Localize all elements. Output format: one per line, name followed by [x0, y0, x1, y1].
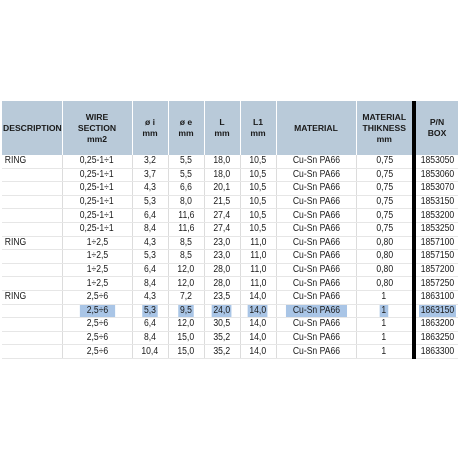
column-header-length: L mm [204, 101, 240, 155]
cell-description [2, 331, 62, 345]
cell-length-l1: 10,5 [240, 182, 276, 196]
column-header-inner-diameter: ø i mm [132, 101, 168, 155]
cell-wire-section: 0,25-1÷1 [62, 222, 132, 236]
cell-part-number-box: 1857200 [414, 263, 458, 277]
cell-material: Cu-Sn PA66 [276, 168, 356, 182]
table-row[interactable] [2, 250, 458, 264]
table-row[interactable] [2, 277, 458, 291]
cell-inner-diameter: 6,4 [132, 209, 168, 223]
cell-material-thickness: 1 [356, 304, 414, 318]
cell-description [2, 168, 62, 182]
cell-part-number-box: 1853150 [414, 195, 458, 209]
cell-wire-section: 2,5÷6 [62, 345, 132, 359]
cell-material: Cu-Sn PA66 [276, 195, 356, 209]
cell-outer-diameter: 12,0 [168, 277, 204, 291]
cell-material-thickness: 0,80 [356, 236, 414, 250]
cell-length: 23,0 [204, 236, 240, 250]
table-row[interactable] [2, 209, 458, 223]
table-body [2, 155, 458, 358]
cell-length: 27,4 [204, 222, 240, 236]
cell-material-thickness: 0,75 [356, 155, 414, 168]
cell-length: 28,0 [204, 277, 240, 291]
column-header-description: DESCRIPTION [2, 101, 62, 155]
cell-wire-section: 1÷2,5 [62, 263, 132, 277]
cell-description [2, 318, 62, 332]
cell-material: Cu-Sn PA66 [276, 236, 356, 250]
cell-description [2, 195, 62, 209]
cell-part-number-box: 1863150 [414, 304, 458, 318]
header-row [2, 101, 458, 155]
cell-length-l1: 11,0 [240, 236, 276, 250]
cell-material-thickness: 0,75 [356, 182, 414, 196]
cell-material: Cu-Sn PA66 [276, 222, 356, 236]
ring-terminal-table [2, 101, 458, 359]
cell-inner-diameter: 4,3 [132, 290, 168, 304]
cell-part-number-box: 1853050 [414, 155, 458, 168]
cell-wire-section: 1÷2,5 [62, 277, 132, 291]
cell-material: Cu-Sn PA66 [276, 318, 356, 332]
cell-length: 21,5 [204, 195, 240, 209]
cell-wire-section: 0,25-1÷1 [62, 168, 132, 182]
cell-part-number-box: 1863250 [414, 331, 458, 345]
cell-length-l1: 14,0 [240, 331, 276, 345]
cell-outer-diameter: 11,6 [168, 222, 204, 236]
cell-wire-section: 2,5÷6 [62, 318, 132, 332]
cell-material-thickness: 0,75 [356, 195, 414, 209]
cell-length: 35,2 [204, 345, 240, 359]
table-row[interactable] [2, 304, 458, 318]
cell-outer-diameter: 15,0 [168, 345, 204, 359]
cell-wire-section: 0,25-1÷1 [62, 182, 132, 196]
cell-length-l1: 14,0 [240, 318, 276, 332]
cell-material-thickness: 0,75 [356, 209, 414, 223]
cell-outer-diameter: 6,6 [168, 182, 204, 196]
cell-length: 27,4 [204, 209, 240, 223]
cell-material: Cu-Sn PA66 [276, 331, 356, 345]
table-row[interactable] [2, 168, 458, 182]
cell-material: Cu-Sn PA66 [276, 263, 356, 277]
table-row[interactable] [2, 182, 458, 196]
table-header [2, 101, 458, 155]
cell-part-number-box: 1863300 [414, 345, 458, 359]
cell-outer-diameter: 9,5 [168, 304, 204, 318]
cell-inner-diameter: 3,7 [132, 168, 168, 182]
cell-wire-section: 0,25-1÷1 [62, 155, 132, 168]
cell-wire-section: 2,5÷6 [62, 290, 132, 304]
cell-inner-diameter: 10,4 [132, 345, 168, 359]
cell-inner-diameter: 4,3 [132, 182, 168, 196]
cell-length-l1: 10,5 [240, 222, 276, 236]
cell-inner-diameter: 5,3 [132, 304, 168, 318]
cell-material-thickness: 0,80 [356, 277, 414, 291]
cell-material: Cu-Sn PA66 [276, 345, 356, 359]
cell-inner-diameter: 5,3 [132, 195, 168, 209]
cell-length-l1: 10,5 [240, 209, 276, 223]
cell-outer-diameter: 8,0 [168, 195, 204, 209]
cell-description [2, 222, 62, 236]
table-row[interactable] [2, 195, 458, 209]
cell-length: 23,0 [204, 250, 240, 264]
cell-description [2, 277, 62, 291]
cell-material-thickness: 0,75 [356, 168, 414, 182]
cell-outer-diameter: 11,6 [168, 209, 204, 223]
cell-inner-diameter: 8,4 [132, 331, 168, 345]
cell-part-number-box: 1853070 [414, 182, 458, 196]
cell-length-l1: 14,0 [240, 304, 276, 318]
column-header-part-number-box: P/N BOX [414, 101, 458, 155]
cell-length: 18,0 [204, 155, 240, 168]
cell-material-thickness: 1 [356, 345, 414, 359]
cell-length-l1: 10,5 [240, 168, 276, 182]
cell-part-number-box: 1857150 [414, 250, 458, 264]
cell-description [2, 209, 62, 223]
cell-material-thickness: 0,75 [356, 222, 414, 236]
cell-part-number-box: 1853200 [414, 209, 458, 223]
table-row[interactable] [2, 331, 458, 345]
cell-outer-diameter: 8,5 [168, 250, 204, 264]
table-row[interactable] [2, 290, 458, 304]
cell-length-l1: 11,0 [240, 250, 276, 264]
cell-outer-diameter: 12,0 [168, 263, 204, 277]
cell-inner-diameter: 6,4 [132, 318, 168, 332]
cell-material: Cu-Sn PA66 [276, 209, 356, 223]
cell-wire-section: 1÷2,5 [62, 250, 132, 264]
cell-inner-diameter: 3,2 [132, 155, 168, 168]
cell-length: 20,1 [204, 182, 240, 196]
cell-outer-diameter: 5,5 [168, 168, 204, 182]
cell-description [2, 263, 62, 277]
cell-material-thickness: 1 [356, 331, 414, 345]
cell-inner-diameter: 6,4 [132, 263, 168, 277]
cell-length-l1: 11,0 [240, 277, 276, 291]
table-row[interactable] [2, 345, 458, 359]
cell-inner-diameter: 8,4 [132, 222, 168, 236]
column-header-outer-diameter: ø e mm [168, 101, 204, 155]
cell-description: RING [2, 290, 62, 304]
cell-part-number-box: 1857100 [414, 236, 458, 250]
cell-outer-diameter: 5,5 [168, 155, 204, 168]
table-row[interactable] [2, 155, 458, 168]
column-header-wire-section: WIRE SECTION mm2 [62, 101, 132, 155]
cell-material-thickness: 0,80 [356, 250, 414, 264]
cell-description [2, 304, 62, 318]
cell-length-l1: 10,5 [240, 155, 276, 168]
cell-material: Cu-Sn PA66 [276, 250, 356, 264]
cell-part-number-box: 1853060 [414, 168, 458, 182]
cell-description [2, 182, 62, 196]
cell-wire-section: 2,5÷6 [62, 304, 132, 318]
cell-inner-diameter: 5,3 [132, 250, 168, 264]
cell-description [2, 345, 62, 359]
cell-material: Cu-Sn PA66 [276, 155, 356, 168]
table-row[interactable] [2, 318, 458, 332]
cell-wire-section: 0,25-1÷1 [62, 195, 132, 209]
cell-inner-diameter: 4,3 [132, 236, 168, 250]
cell-part-number-box: 1853250 [414, 222, 458, 236]
cell-length-l1: 14,0 [240, 345, 276, 359]
cell-description: RING [2, 155, 62, 168]
cell-material-thickness: 1 [356, 318, 414, 332]
table-row[interactable] [2, 263, 458, 277]
cell-material: Cu-Sn PA66 [276, 277, 356, 291]
table-row[interactable] [2, 236, 458, 250]
cell-material: Cu-Sn PA66 [276, 290, 356, 304]
cell-description [2, 250, 62, 264]
cell-length: 30,5 [204, 318, 240, 332]
cell-outer-diameter: 12,0 [168, 318, 204, 332]
cell-description: RING [2, 236, 62, 250]
cell-length-l1: 10,5 [240, 195, 276, 209]
cell-wire-section: 1÷2,5 [62, 236, 132, 250]
cell-length: 23,5 [204, 290, 240, 304]
cell-material: Cu-Sn PA66 [276, 304, 356, 318]
column-header-material: MATERIAL [276, 101, 356, 155]
column-header-material-thickness: MATERIAL THIKNESS mm [356, 101, 414, 155]
cell-material: Cu-Sn PA66 [276, 182, 356, 196]
cell-part-number-box: 1863100 [414, 290, 458, 304]
cell-outer-diameter: 7,2 [168, 290, 204, 304]
cell-material-thickness: 1 [356, 290, 414, 304]
cell-inner-diameter: 8,4 [132, 277, 168, 291]
cell-part-number-box: 1857250 [414, 277, 458, 291]
cell-wire-section: 2,5÷6 [62, 331, 132, 345]
cell-length: 18,0 [204, 168, 240, 182]
cell-length: 24,0 [204, 304, 240, 318]
cell-length: 28,0 [204, 263, 240, 277]
cell-outer-diameter: 8,5 [168, 236, 204, 250]
column-header-length-l1: L1 mm [240, 101, 276, 155]
table-row[interactable] [2, 222, 458, 236]
cell-material-thickness: 0,80 [356, 263, 414, 277]
cell-length-l1: 11,0 [240, 263, 276, 277]
cell-length: 35,2 [204, 331, 240, 345]
cell-length-l1: 14,0 [240, 290, 276, 304]
cell-wire-section: 0,25-1÷1 [62, 209, 132, 223]
cell-outer-diameter: 15,0 [168, 331, 204, 345]
cell-part-number-box: 1863200 [414, 318, 458, 332]
